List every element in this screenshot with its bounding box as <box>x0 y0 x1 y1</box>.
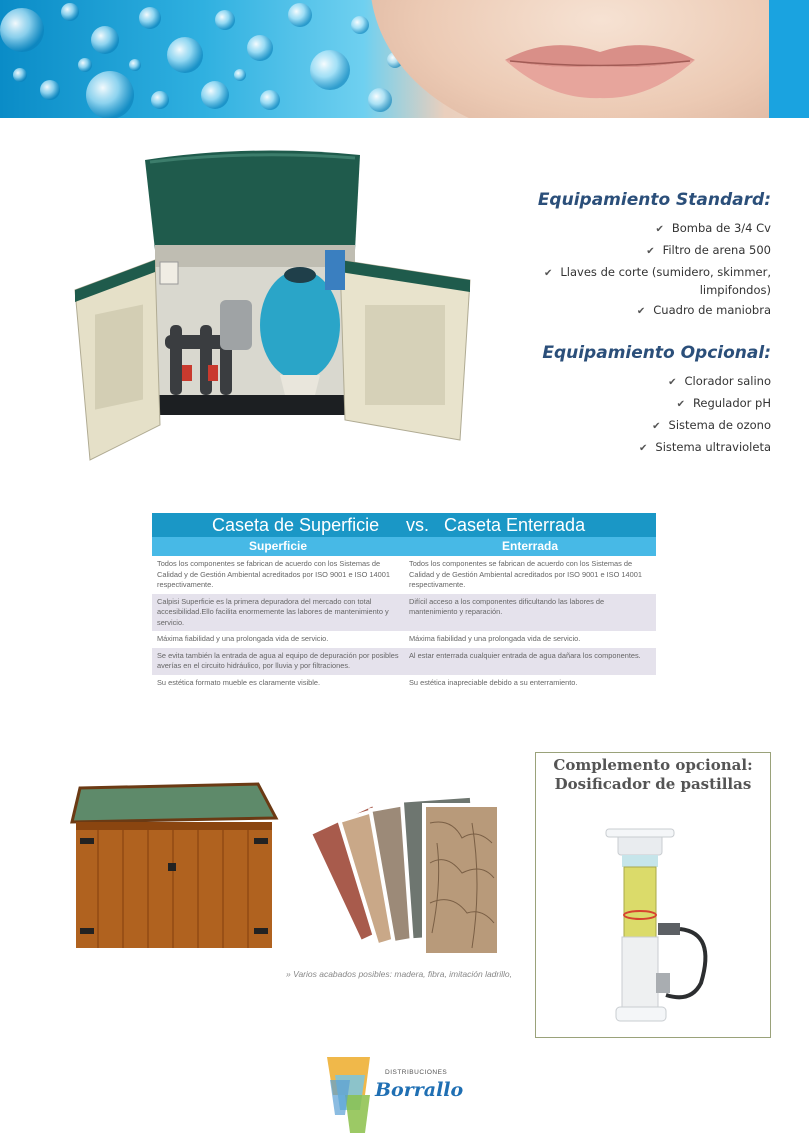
table-cell: Su estética inapreciable debido a su enterramiento. <box>409 677 578 687</box>
check-icon: ✔ <box>668 377 677 388</box>
complement-title <box>536 756 770 794</box>
comparison-title <box>152 513 656 537</box>
check-icon: ✔ <box>655 224 664 235</box>
table-row <box>152 675 656 692</box>
table-cell: Máxima fiabilidad y una prolongada vida de servicio. <box>409 634 581 643</box>
column-header-superficie: Superficie <box>248 539 308 553</box>
table-cell: Máxima fiabilidad y una prolongada vida de servicio. <box>157 634 329 643</box>
list-item: ✔ Cuadro de maniobra <box>636 303 771 317</box>
list-item: ✔ Sistema ultravioleta <box>639 440 771 454</box>
tablet-dosifier-image <box>586 823 726 1028</box>
water-drops-image <box>0 0 420 118</box>
table-cell: Se evita también la entrada de agua al equipo de depuración por posibles averías en el circuito hidráulico, por lluvia y por filtraciones. <box>157 650 399 670</box>
table-cell: Al estar enterrada cualquier entrada de agua dañara los componentes. <box>409 650 641 660</box>
check-icon: ✔ <box>639 443 648 454</box>
list-item: ✔ Sistema de ozono <box>652 418 771 432</box>
list-item: ✔ Regulador pH <box>676 396 771 410</box>
wooden-cabinet-image <box>68 778 280 953</box>
header-banner <box>0 0 809 118</box>
table-cell: Todos los componentes se fabrican de acuerdo con los Sistemas de Calidad y de Gestión Ambiental acreditados por ISO 9001 e ISO 14001 respectivamente. <box>409 559 642 589</box>
table-row <box>152 631 656 648</box>
check-icon: ✔ <box>652 421 661 432</box>
check-icon: ✔ <box>676 399 685 410</box>
equipment-optional-section <box>451 343 771 461</box>
check-icon: ✔ <box>636 306 646 317</box>
equipment-standard-list <box>451 220 771 320</box>
complement-line1: Complemento opcional: <box>553 756 753 774</box>
pool-cabinet-image <box>70 150 480 470</box>
logo-big-text: Borrallo <box>375 1079 464 1101</box>
comparison-title-right: Caseta Enterrada <box>444 515 586 535</box>
comparison-title-vs: vs. <box>406 515 430 535</box>
equipment-standard-title: Equipamiento Standard: <box>537 190 771 210</box>
equipment-standard-section <box>451 190 771 324</box>
table-row <box>152 594 656 632</box>
equipment-optional-title: Equipamiento Opcional: <box>542 343 771 363</box>
check-icon: ✔ <box>646 246 655 257</box>
list-item: ✔ Filtro de arena 500 <box>646 243 771 257</box>
list-item: ✔ Bomba de 3/4 Cv <box>655 221 771 235</box>
lips-image <box>500 30 700 100</box>
comparison-title-left: Caseta de Superficie <box>212 515 380 535</box>
borrallo-logo <box>325 1055 465 1135</box>
comparison-header-row <box>152 537 656 556</box>
table-cell: Su estética formato mueble es claramente visible. <box>157 677 321 687</box>
equipment-optional-list <box>451 373 771 457</box>
header-accent-strip <box>769 0 809 118</box>
logo-small-text: DISTRIBUCIONES <box>385 1069 448 1076</box>
table-cell: Todos los componentes se fabrican de acuerdo con los Sistemas de Calidad y de Gestión Ambiental acreditados por ISO 9001 e ISO 14001 respectivamente. <box>157 559 390 589</box>
comparison-table <box>152 513 656 691</box>
list-item: ✔ Llaves de corte (sumidero, skimmer, limpifondos) <box>544 265 771 297</box>
finishes-caption: » Varios acabados posibles: madera, fibra, imitación ladrillo, <box>286 969 512 979</box>
table-row <box>152 648 656 675</box>
list-item: ✔ Clorador salino <box>668 374 771 388</box>
table-cell: Difícil acceso a los componentes dificultando las labores de mantenimiento y reparación. <box>409 596 605 616</box>
column-header-enterrada: Enterrada <box>501 539 559 553</box>
finish-swatches-image <box>312 783 512 963</box>
complement-box <box>535 752 771 1038</box>
table-row <box>152 556 656 594</box>
table-cell: Calpisi Superficie es la primera depuradora del mercado con total accesibilidad.Ello facilita enormemente las labores de mantenimiento y servicio. <box>157 596 389 627</box>
complement-line2: Dosificador de pastillas <box>554 775 752 793</box>
check-icon: ✔ <box>544 268 553 279</box>
